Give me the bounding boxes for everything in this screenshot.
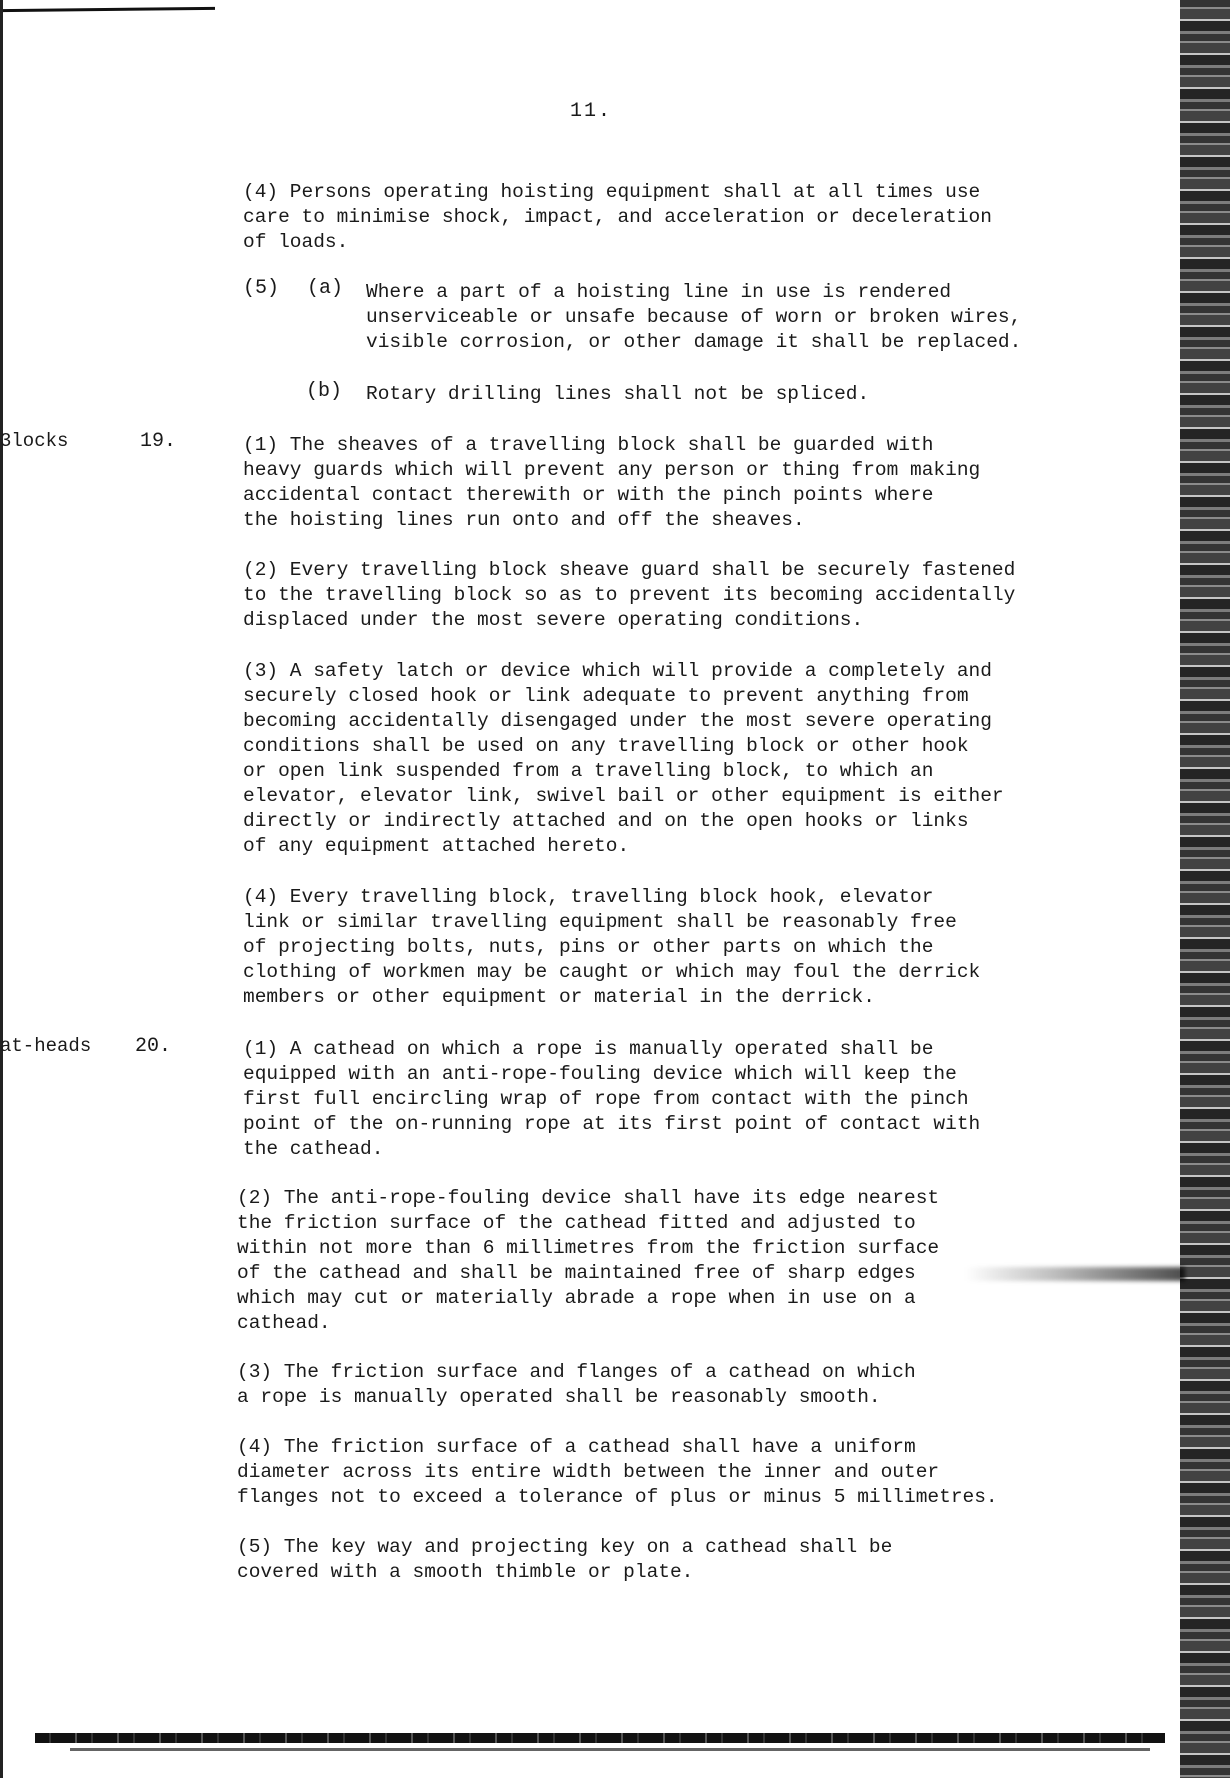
right-scan-edge xyxy=(1180,0,1230,1778)
bottom-scan-edge-2 xyxy=(70,1748,1150,1751)
bottom-scan-edge xyxy=(35,1733,1165,1743)
margin-heading-catheads: at-heads xyxy=(0,1035,92,1057)
paragraph-4-top: (4) Persons operating hoisting equipment shall at all times use care to minimise shock, impact, and acceleration or deceleration of loads. xyxy=(243,181,992,253)
section-20-number: 20. xyxy=(135,1035,172,1058)
section-19-paragraph-1: (1) The sheaves of a travelling block shall be guarded with heavy guards which will prevent any person or thing from making accidental contact therewith or with the pinch points where the hoisting lines run onto and off the sheaves. xyxy=(243,434,981,531)
paragraph-5-label: (5) xyxy=(243,277,280,300)
section-20-paragraph-1: (1) A cathead on which a rope is manually operated shall be equipped with an anti-rope-fouling device which will keep the first full encircling wrap of rope from contact with the pinch point of the on-running rope at its first point of contact with the cathead. xyxy=(243,1038,981,1160)
paragraph-5a-text: Where a part of a hoisting line in use is rendered unserviceable or unsafe because of worn or broken wires, visible corrosion, or other damage it shall be replaced. xyxy=(366,281,1022,353)
page-number: 11. xyxy=(570,100,613,123)
left-scan-edge xyxy=(0,0,3,1778)
section-19-paragraph-4: (4) Every travelling block, travelling block hook, elevator link or similar travelling equipment shall be reasonably free of projecting bolts, nuts, pins or other parts on which the clothing of workmen may be caught or which may foul the derrick members or other equipment or material in the derrick. xyxy=(243,886,981,1008)
section-20-paragraph-3: (3) The friction surface and flanges of a cathead on which a rope is manually operated shall be reasonably smooth. xyxy=(237,1361,916,1408)
section-19-number: 19. xyxy=(140,430,177,453)
paragraph-5b-label: (b) xyxy=(306,380,343,403)
section-20-paragraph-4: (4) The friction surface of a cathead shall have a uniform diameter across its entire width between the inner and outer flanges not to exceed a tolerance of plus or minus 5 millimetres. xyxy=(237,1436,998,1508)
section-19-paragraph-2: (2) Every travelling block sheave guard shall be securely fastened to the travelling block so as to prevent its becoming accidentally displaced under the most severe operating conditions. xyxy=(243,559,1016,631)
section-20-paragraph-2: (2) The anti-rope-fouling device shall have its edge nearest the friction surface of the cathead fitted and adjusted to within not more than 6 millimetres from the friction surface of the cathead and shall be maintained free of sharp edges which may cut or materially abrade a rope when in use on a cathead. xyxy=(237,1187,940,1334)
section-19-paragraph-3: (3) A safety latch or device which will provide a completely and securely closed hook or link adequate to prevent anything from becoming accidentally disengaged under the most severe operating conditions shall be used on any travelling block or other hook or open link suspended from a travelling block, to which an elevator, elevator link, swivel bail or other equipment is either directly or indirectly attached and on the open hooks or links of any equipment attached hereto. xyxy=(243,660,1004,857)
paragraph-5a-label: (a) xyxy=(307,277,344,300)
scan-smudge xyxy=(965,1267,1185,1281)
margin-heading-blocks: 3locks xyxy=(0,430,69,452)
paragraph-5b-text: Rotary drilling lines shall not be spliced. xyxy=(366,383,870,405)
top-rule xyxy=(0,7,215,12)
section-20-paragraph-5: (5) The key way and projecting key on a cathead shall be covered with a smooth thimble or plate. xyxy=(237,1536,893,1583)
